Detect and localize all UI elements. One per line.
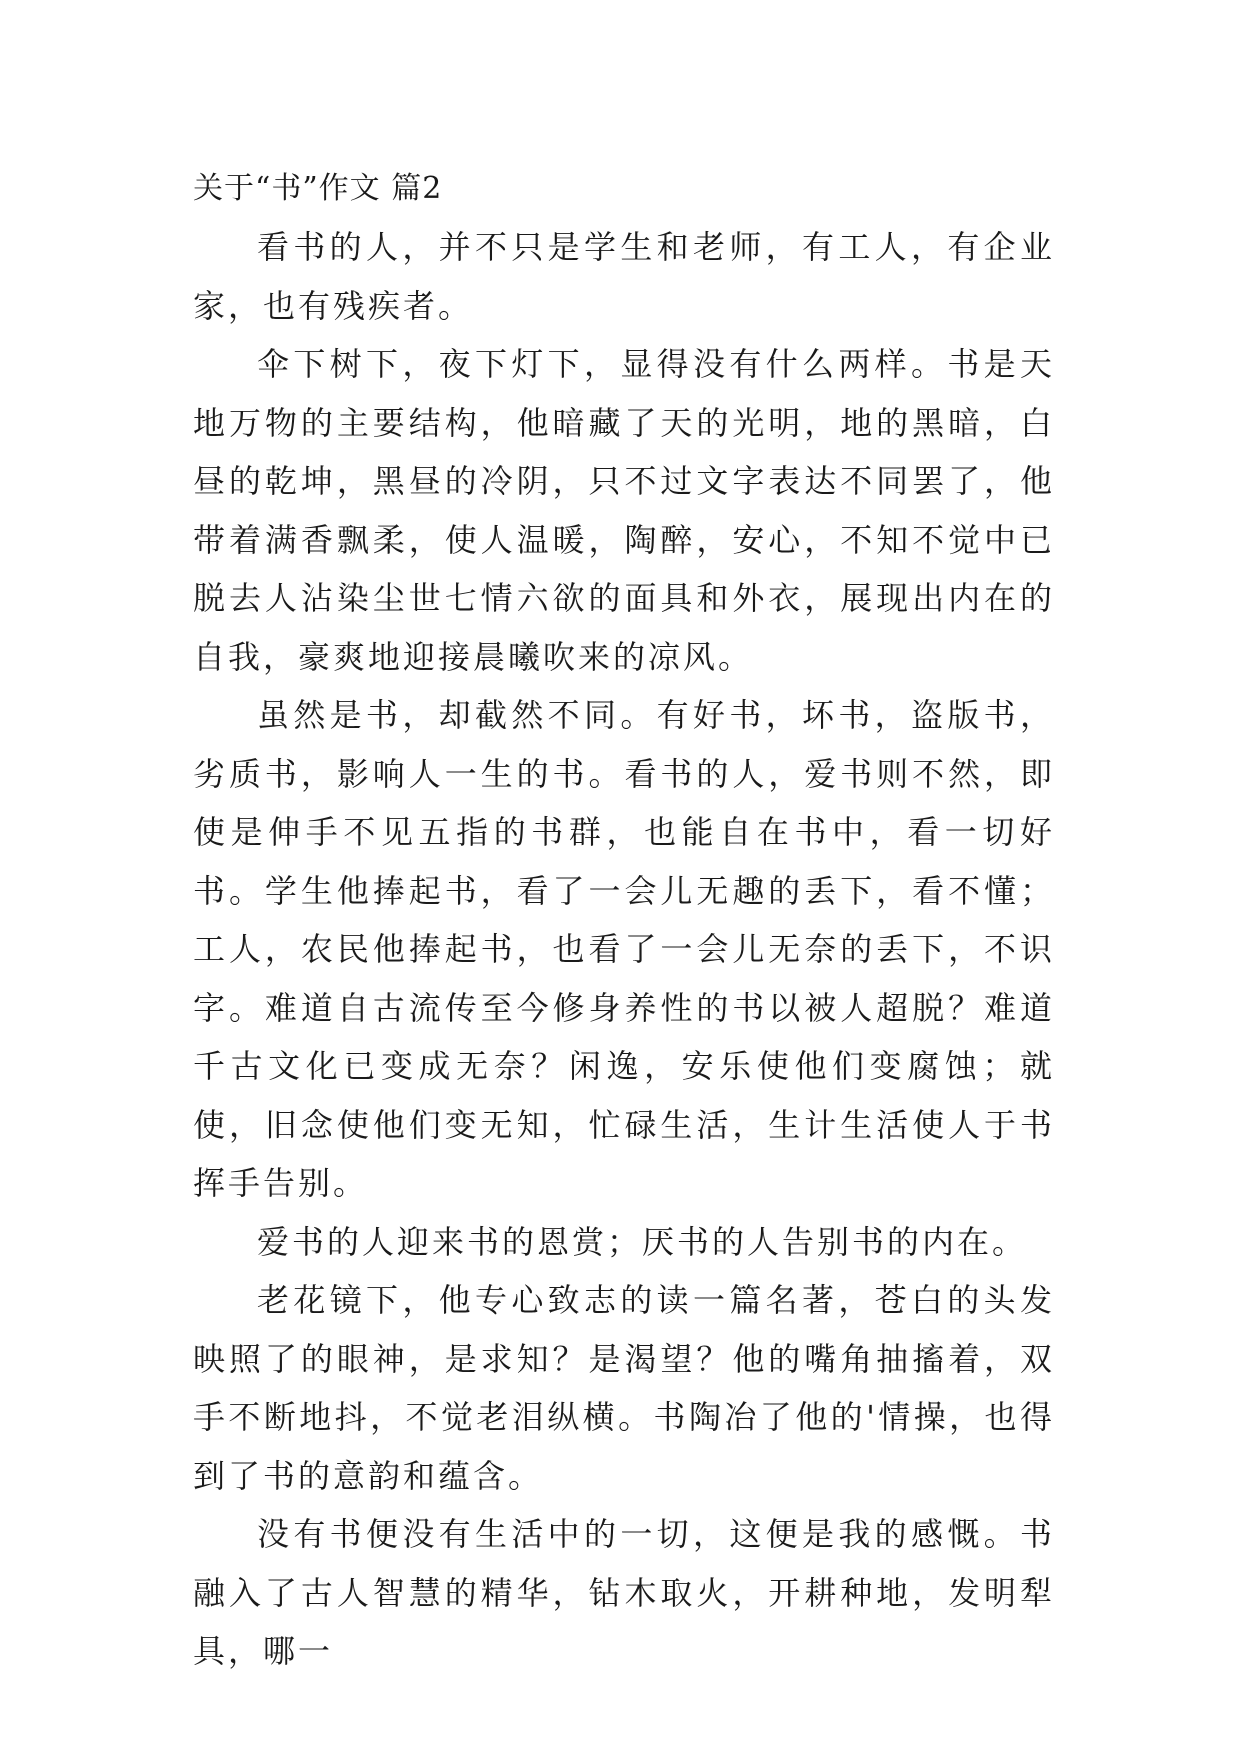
paragraph: 看书的人，并不只是学生和老师，有工人，有企业家，也有残疾者。	[193, 228, 1055, 325]
paragraph: 虽然是书，却截然不同。有好书，坏书，盗版书，劣质书，影响人一生的书。看书的人，爱书则不然，即使是伸手不见五指的书群，也能自在书中，看一切好书。学生他捧起书，看了一会儿无趣的丢下，看不懂；工人，农民他捧起书，也看了一会儿无奈的丢下，不识字。难道自古流传至今修身养性的书以被人超脱？难道千古文化已变成无奈？闲逸，安乐使他们变腐蚀；就使，旧念使他们变无知，忙碌生活，生计生活使人于书挥手告别。	[193, 696, 1055, 1202]
paragraph: 老花镜下，他专心致志的读一篇名著，苍白的头发映照了的眼神，是求知？是渴望？他的嘴角抽搐着，双手不断地抖，不觉老泪纵横。书陶冶了他的'情操，也得到了书的意韵和蕴含。	[193, 1281, 1055, 1495]
paragraph: 没有书便没有生活中的一切，这便是我的感慨。书融入了古人智慧的精华，钻木取火，开耕种地，发明犁具，哪一	[193, 1515, 1055, 1670]
paragraph: 爱书的人迎来书的恩赏；厌书的人告别书的内在。	[257, 1222, 1028, 1261]
document-title: 关于“书”作文 篇2	[193, 171, 443, 206]
paragraph: 伞下树下，夜下灯下，显得没有什么两样。书是天地万物的主要结构，他暗藏了天的光明，地的黑暗，白昼的乾坤，黑昼的冷阴，只不过文字表达不同罢了，他带着满香飘柔，使人温暖，陶醉，安心，不知不觉中已脱去人沾染尘世七情六欲的面具和外衣，展现出内在的自我，豪爽地迎接晨曦吹来的凉风。	[193, 345, 1055, 676]
document-page	[193, 160, 1055, 1681]
